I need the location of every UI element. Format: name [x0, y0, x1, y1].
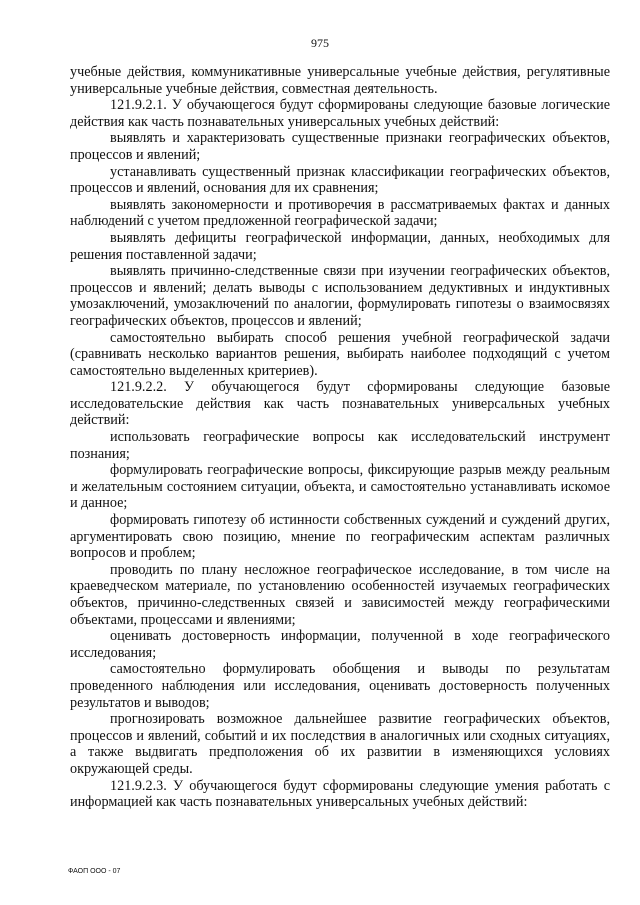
paragraph: выявлять причинно-следственные связи при изучении географических объектов, процессов и явлений; делать выводы с использованием дедуктивных и индуктивных умозаключений, умозаключений по аналогии, формулировать гипотезы о взаимосвязях географических объектов, процессов и явлений; [70, 263, 610, 329]
document-footer: ФАОП ООО - 07 [68, 868, 121, 875]
paragraph: 121.9.2.1. У обучающегося будут сформированы следующие базовые логические действия как часть познавательных универсальных учебных действий: [70, 97, 610, 130]
paragraph: 121.9.2.3. У обучающегося будут сформированы следующие умения работать с информацией как часть познавательных универсальных учебных действий: [70, 777, 610, 811]
document-body [70, 64, 610, 811]
paragraph: выявлять и характеризовать существенные признаки географических объектов, процессов и явлений; [70, 130, 610, 163]
paragraph: устанавливать существенный признак классификации географических объектов, процессов и явлений, основания для их сравнения; [70, 163, 610, 197]
paragraph: формулировать географические вопросы, фиксирующие разрыв между реальным и желательным состоянием ситуации, объекта, и самостоятельно устанавливать искомое и данное; [70, 462, 610, 512]
paragraph: проводить по плану несложное географическое исследование, в том числе на краеведческом материале, по установлению особенностей изучаемых географических объектов, причинно-следственных связей и зависимостей между географическими объектами, процессами и явлениями; [70, 561, 610, 628]
paragraph: оценивать достоверность информации, полученной в ходе географического исследования; [70, 628, 610, 661]
page-number: 975 [311, 36, 329, 50]
paragraph: формировать гипотезу об истинности собственных суждений и суждений других, аргументировать свою позицию, мнение по географическим аспектам различных вопросов и проблем; [70, 512, 610, 562]
paragraph: 121.9.2.2. У обучающегося будут сформированы следующие базовые исследовательские действия как часть познавательных универсальных учебных действий: [70, 379, 610, 429]
paragraph: самостоятельно формулировать обобщения и выводы по результатам проведенного наблюдения или исследования, оценивать достоверность полученных результатов и выводов; [70, 661, 610, 711]
paragraph: выявлять дефициты географической информации, данных, необходимых для решения поставленной задачи; [70, 229, 610, 263]
paragraph: выявлять закономерности и противоречия в рассматриваемых фактах и данных наблюдений с учетом предложенной географической задачи; [70, 196, 610, 230]
paragraph: использовать географические вопросы как исследовательский инструмент познания; [70, 429, 610, 462]
paragraph: учебные действия, коммуникативные универсальные учебные действия, регулятивные универсальные учебные действия, совместная деятельность. [70, 64, 610, 97]
paragraph: самостоятельно выбирать способ решения учебной географической задачи (сравнивать несколько вариантов решения, выбирать наиболее подходящий с учетом самостоятельно выделенных критериев). [70, 329, 610, 379]
paragraph: прогнозировать возможное дальнейшее развитие географических объектов, процессов и явлений, событий и их последствия в аналогичных или сходных ситуациях, а также выдвигать предположения об их развитии в изменяющихся условиях окружающей среды. [70, 711, 610, 777]
